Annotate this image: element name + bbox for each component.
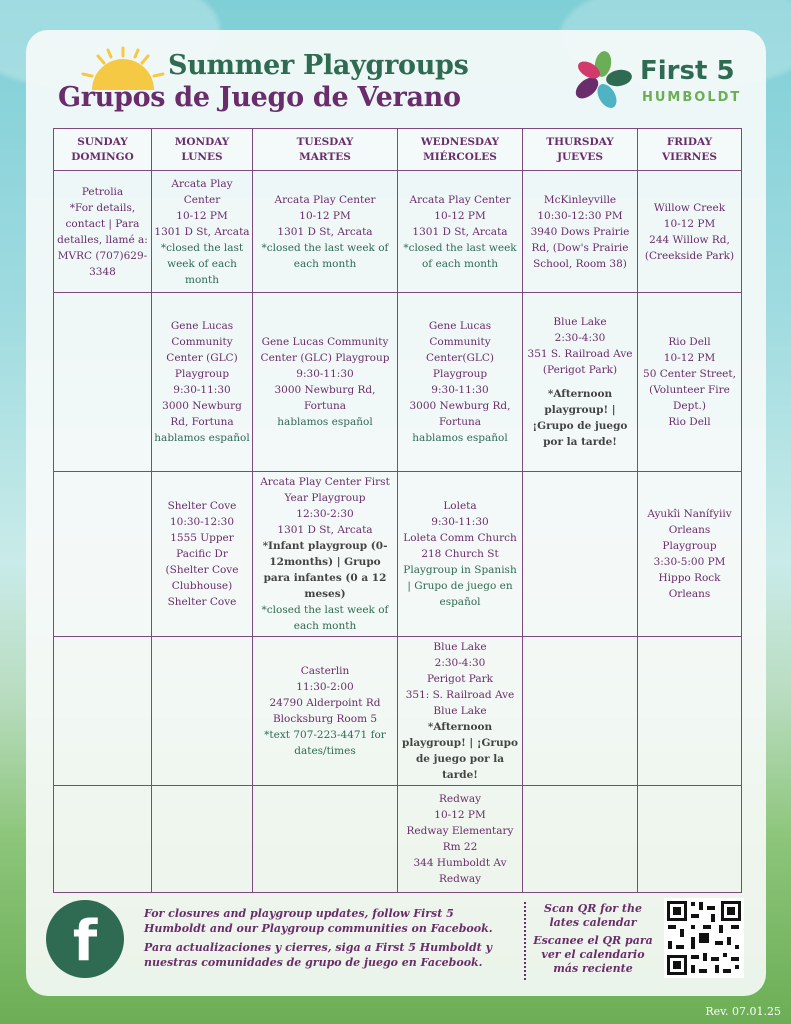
cell-monday-glc: Gene Lucas Community Center (GLC) Playgroup 9:30-11:30 3000 Newburg Rd, Fortuna hablamos español xyxy=(152,293,253,472)
footer xyxy=(26,896,766,996)
facebook-note-english: For closures and playgroup updates, follow First 5 Humboldt and our Playgroup communities on Facebook. xyxy=(144,907,493,935)
cell-thursday-mckinleyville: McKinleyville 10:30-12:30 PM 3940 Dows Prairie Rd, (Dow's Prairie School, Room 38) xyxy=(523,171,638,293)
cell-sunday-petrolia: Petrolia *For details, contact | Para detalles, llamé a: MVRC (707)629-3348 xyxy=(54,171,152,293)
first5-hands-logo-icon xyxy=(571,48,635,112)
revision-date: Rev. 07.01.25 xyxy=(705,1005,781,1018)
cell-tuesday-arcata: Arcata Play Center 10-12 PM 1301 D St, Arcata *closed the last week of each month xyxy=(253,171,398,293)
day-header-thursday: THURSDAY JUEVES xyxy=(523,129,638,171)
cell-wednesday-blue-lake: Blue Lake 2:30-4:30 Perigot Park 351: S. Railroad Ave Blue Lake *Afternoon playgroup! | ¡Grupo de juego por la tarde! xyxy=(398,637,523,786)
day-header-wednesday: WEDNESDAY MIÉRCOLES xyxy=(398,129,523,171)
footer-divider xyxy=(524,902,526,980)
table-row xyxy=(54,293,742,472)
cell-empty xyxy=(54,786,152,893)
cell-friday-rio-dell: Rio Dell 10-12 PM 50 Center Street, (Volunteer Fire Dept.) Rio Dell xyxy=(638,293,742,472)
title-english: Summer Playgroups xyxy=(168,50,469,81)
cell-empty xyxy=(523,637,638,786)
cell-empty xyxy=(54,293,152,472)
table-row xyxy=(54,472,742,637)
cell-empty xyxy=(54,472,152,637)
day-header-tuesday: TUESDAY MARTES xyxy=(253,129,398,171)
qr-code-icon[interactable] xyxy=(664,898,744,978)
table-row xyxy=(54,637,742,786)
cell-friday-orleans: Ayukîi Nanífyiiv Orleans Playgroup 3:30-5:00 PM Hippo Rock Orleans xyxy=(638,472,742,637)
cell-wednesday-arcata: Arcata Play Center 10-12 PM 1301 D St, Arcata *closed the last week of each month xyxy=(398,171,523,293)
day-header-row xyxy=(54,129,742,171)
schedule-table xyxy=(53,128,742,893)
cell-friday-willow-creek: Willow Creek 10-12 PM 244 Willow Rd, (Creekside Park) xyxy=(638,171,742,293)
cell-tuesday-glc: Gene Lucas Community Center (GLC) Playgroup 9:30-11:30 3000 Newburg Rd, Fortuna hablamos español xyxy=(253,293,398,472)
facebook-icon[interactable]: f xyxy=(46,900,124,978)
day-header-monday: MONDAY LUNES xyxy=(152,129,253,171)
logo-name: First 5 xyxy=(640,56,735,86)
day-header-friday: FRIDAY VIERNES xyxy=(638,129,742,171)
cell-monday-arcata: Arcata Play Center 10-12 PM 1301 D St, Arcata *closed the last week of each month xyxy=(152,171,253,293)
qr-note-spanish: Escanee el QR para ver el calendario más reciente xyxy=(533,934,653,975)
cell-tuesday-casterlin: Casterlin 11:30-2:00 24790 Alderpoint Rd Blocksburg Room 5 *text 707-223-4471 for dates/times xyxy=(253,637,398,786)
cell-tuesday-first-year: Arcata Play Center First Year Playgroup 12:30-2:30 1301 D St, Arcata *Infant playgroup (0-12months) | Grupo para infantes (0 a 12 meses) *closed the last week of each month xyxy=(253,472,398,637)
facebook-note-spanish: Para actualizaciones y cierres, siga a First 5 Humboldt y nuestras comunidades de grupo de juego en Facebook. xyxy=(144,941,492,969)
cell-empty xyxy=(152,786,253,893)
cell-empty xyxy=(638,786,742,893)
flyer-card xyxy=(26,30,766,996)
cell-wednesday-loleta: Loleta 9:30-11:30 Loleta Comm Church 218 Church St Playgroup in Spanish | Grupo de juego en español xyxy=(398,472,523,637)
table-row xyxy=(54,171,742,293)
day-header-sunday: SUNDAY DOMINGO xyxy=(54,129,152,171)
cell-empty xyxy=(152,637,253,786)
cell-empty xyxy=(54,637,152,786)
cell-empty xyxy=(638,637,742,786)
logo-subtitle: HUMBOLDT xyxy=(642,90,742,105)
header xyxy=(26,30,766,126)
cell-empty xyxy=(523,786,638,893)
cell-empty xyxy=(253,786,398,893)
cell-thursday-blue-lake: Blue Lake 2:30-4:30 351 S. Railroad Ave (Perigot Park) *Afternoon playgroup! | ¡Grupo de juego por la tarde! xyxy=(523,293,638,472)
title-spanish: Grupos de Juego de Verano xyxy=(58,82,461,113)
cell-wednesday-glc: Gene Lucas Community Center(GLC) Playgroup 9:30-11:30 3000 Newburg Rd, Fortuna hablamos español xyxy=(398,293,523,472)
cell-empty xyxy=(523,472,638,637)
qr-note-english: Scan QR for the lates calendar xyxy=(544,902,642,929)
table-row xyxy=(54,786,742,893)
cell-wednesday-redway: Redway 10-12 PM Redway Elementary Rm 22 344 Humboldt Av Redway xyxy=(398,786,523,893)
cell-monday-shelter-cove: Shelter Cove 10:30-12:30 1555 Upper Pacific Dr (Shelter Cove Clubhouse) Shelter Cove xyxy=(152,472,253,637)
